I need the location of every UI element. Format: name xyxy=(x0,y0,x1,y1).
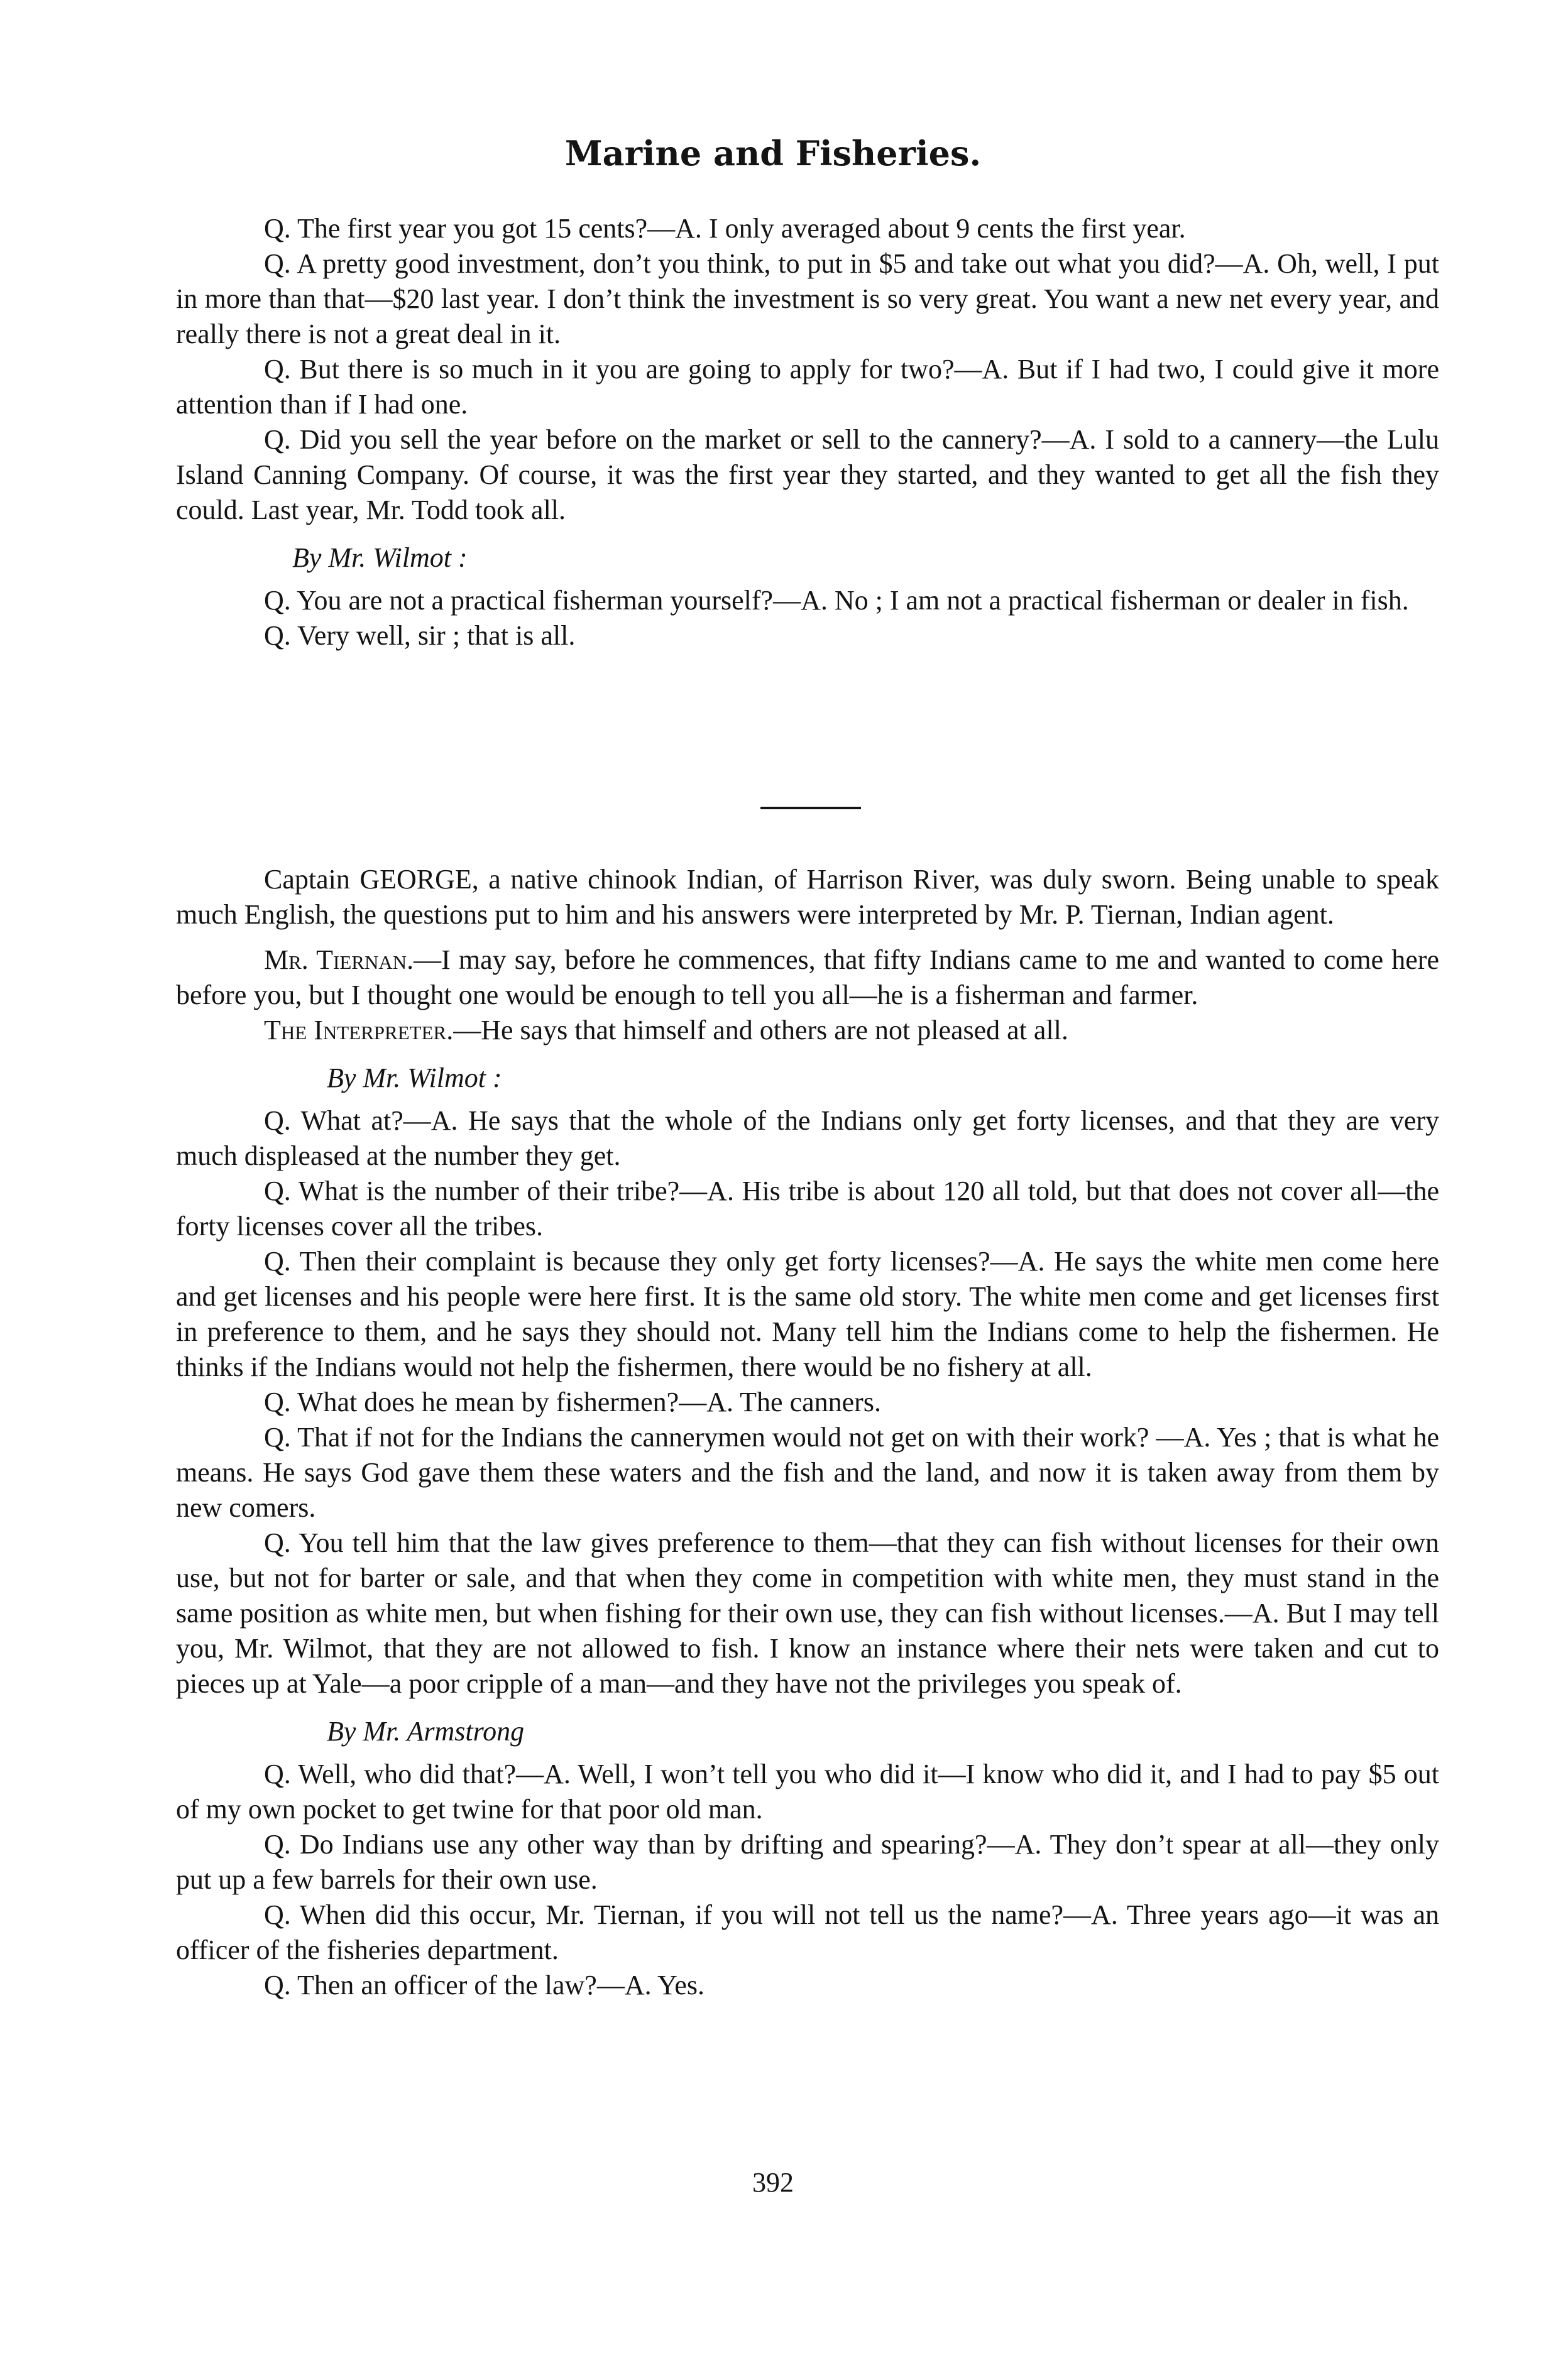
speaker-label: Mr. Tiernan. xyxy=(264,944,414,975)
paragraph: Q. Did you sell the year before on the market or sell to the cannery?—A. I sold to a cannery—the Lulu Island Canning Company. Of course, it was the first year they started, and they wanted to get all the fish they could. Last year, Mr. Todd took all. xyxy=(176,424,1439,525)
paragraph: Q. What at?—A. He says that the whole of the Indians only get forty licenses, and that they are very much displeased at the number they get. xyxy=(176,1105,1439,1171)
paragraph xyxy=(176,942,1439,1013)
paragraph xyxy=(176,1013,1439,1048)
paragraph: Q. Do Indians use any other way than by drifting and spearing?—A. They don’t spear at all—they only put up a few barrels for their own use. xyxy=(176,1829,1439,1895)
witness-intro: Captain GEORGE, a native chinook Indian, of Harrison River, was duly sworn. Being unable to speak much English, the questions put to him and his answers were interpreted by Mr. P. Tiernan, Indian agent. xyxy=(176,864,1439,930)
paragraph: Q. When did this occur, Mr. Tiernan, if you will not tell us the name?—A. Three years ago—it was an officer of the fisheries department. xyxy=(176,1899,1439,1965)
paragraph: Q. That if not for the Indians the cannerymen would not get on with their work? —A. Yes ; that is what he means. He says God gave them these waters and the fish and the land, and now it is taken away from them by new comers. xyxy=(176,1422,1439,1523)
paragraph: Q. What is the number of their tribe?—A. His tribe is about 120 all told, but that does not cover all—the forty licenses cover all the tribes. xyxy=(176,1176,1439,1242)
page-number: 392 xyxy=(752,2167,794,2198)
paragraph: Q. You are not a practical fisherman yourself?—A. No ; I am not a practical fisherman or dealer in fish. xyxy=(264,585,1409,616)
paragraph: Q. Very well, sir ; that is all. xyxy=(264,620,576,651)
paragraph: Q. What does he mean by fishermen?—A. The canners. xyxy=(264,1387,881,1417)
testimony-section-2 xyxy=(176,862,1439,2003)
speaker-text: —I may say, before he commences, that fifty Indians came to me and wanted to come here before you, but I thought one would be enough to tell you all—he is a fisherman and farmer. xyxy=(176,944,1439,1010)
speaker-label: The Interpreter. xyxy=(264,1015,454,1045)
examiner-heading: By Mr. Armstrong xyxy=(327,1716,525,1747)
examiner-heading: By Mr. Wilmot : xyxy=(292,542,468,573)
paragraph: Q. Well, who did that?—A. Well, I won’t tell you who did it—I know who did it, and I had to pay $5 out of my own pocket to get twine for that poor old man. xyxy=(176,1759,1439,1825)
testimony-section-1 xyxy=(176,211,1439,653)
section-divider xyxy=(760,807,861,809)
paragraph: Q. A pretty good investment, don’t you think, to put in $5 and take out what you did?—A. Oh, well, I put in more than that—$20 last year. I don’t think the investment is so very great. You want a new net every year, and really there is not a great deal in it. xyxy=(176,248,1439,349)
paragraph: Q. You tell him that the law gives preference to them—that they can fish without licenses for their own use, but not for barter or sale, and that when they come in competition with white men, they must stand in the same position as white men, but when fishing for their own use, they can fish without licenses.—A. But I may tell you, Mr. Wilmot, that they are not allowed to fish. I know an instance where their nets were taken and cut to pieces up at Yale—a poor cripple of a man—and they have not the privileges you speak of. xyxy=(176,1527,1439,1699)
speaker-text: —He says that himself and others are not pleased at all. xyxy=(453,1015,1068,1045)
paragraph: Q. The first year you got 15 cents?—A. I only averaged about 9 cents the first year. xyxy=(264,213,1186,244)
examiner-heading: By Mr. Wilmot : xyxy=(327,1062,502,1093)
paragraph: Q. But there is so much in it you are going to apply for two?—A. But if I had two, I could give it more attention than if I had one. xyxy=(176,354,1439,420)
running-header: Marine and Fisheries. xyxy=(564,133,982,173)
paragraph: Q. Then their complaint is because they only get forty licenses?—A. He says the white men come here and get licenses and his people were here first. It is the same old story. The white men come and get licenses first in preference to them, and he says they should not. Many tell him the Indians come to help the fishermen. He thinks if the Indians would not help the fishermen, there would be no fishery at all. xyxy=(176,1246,1439,1382)
paragraph: Q. Then an officer of the law?—A. Yes. xyxy=(264,1970,704,2001)
